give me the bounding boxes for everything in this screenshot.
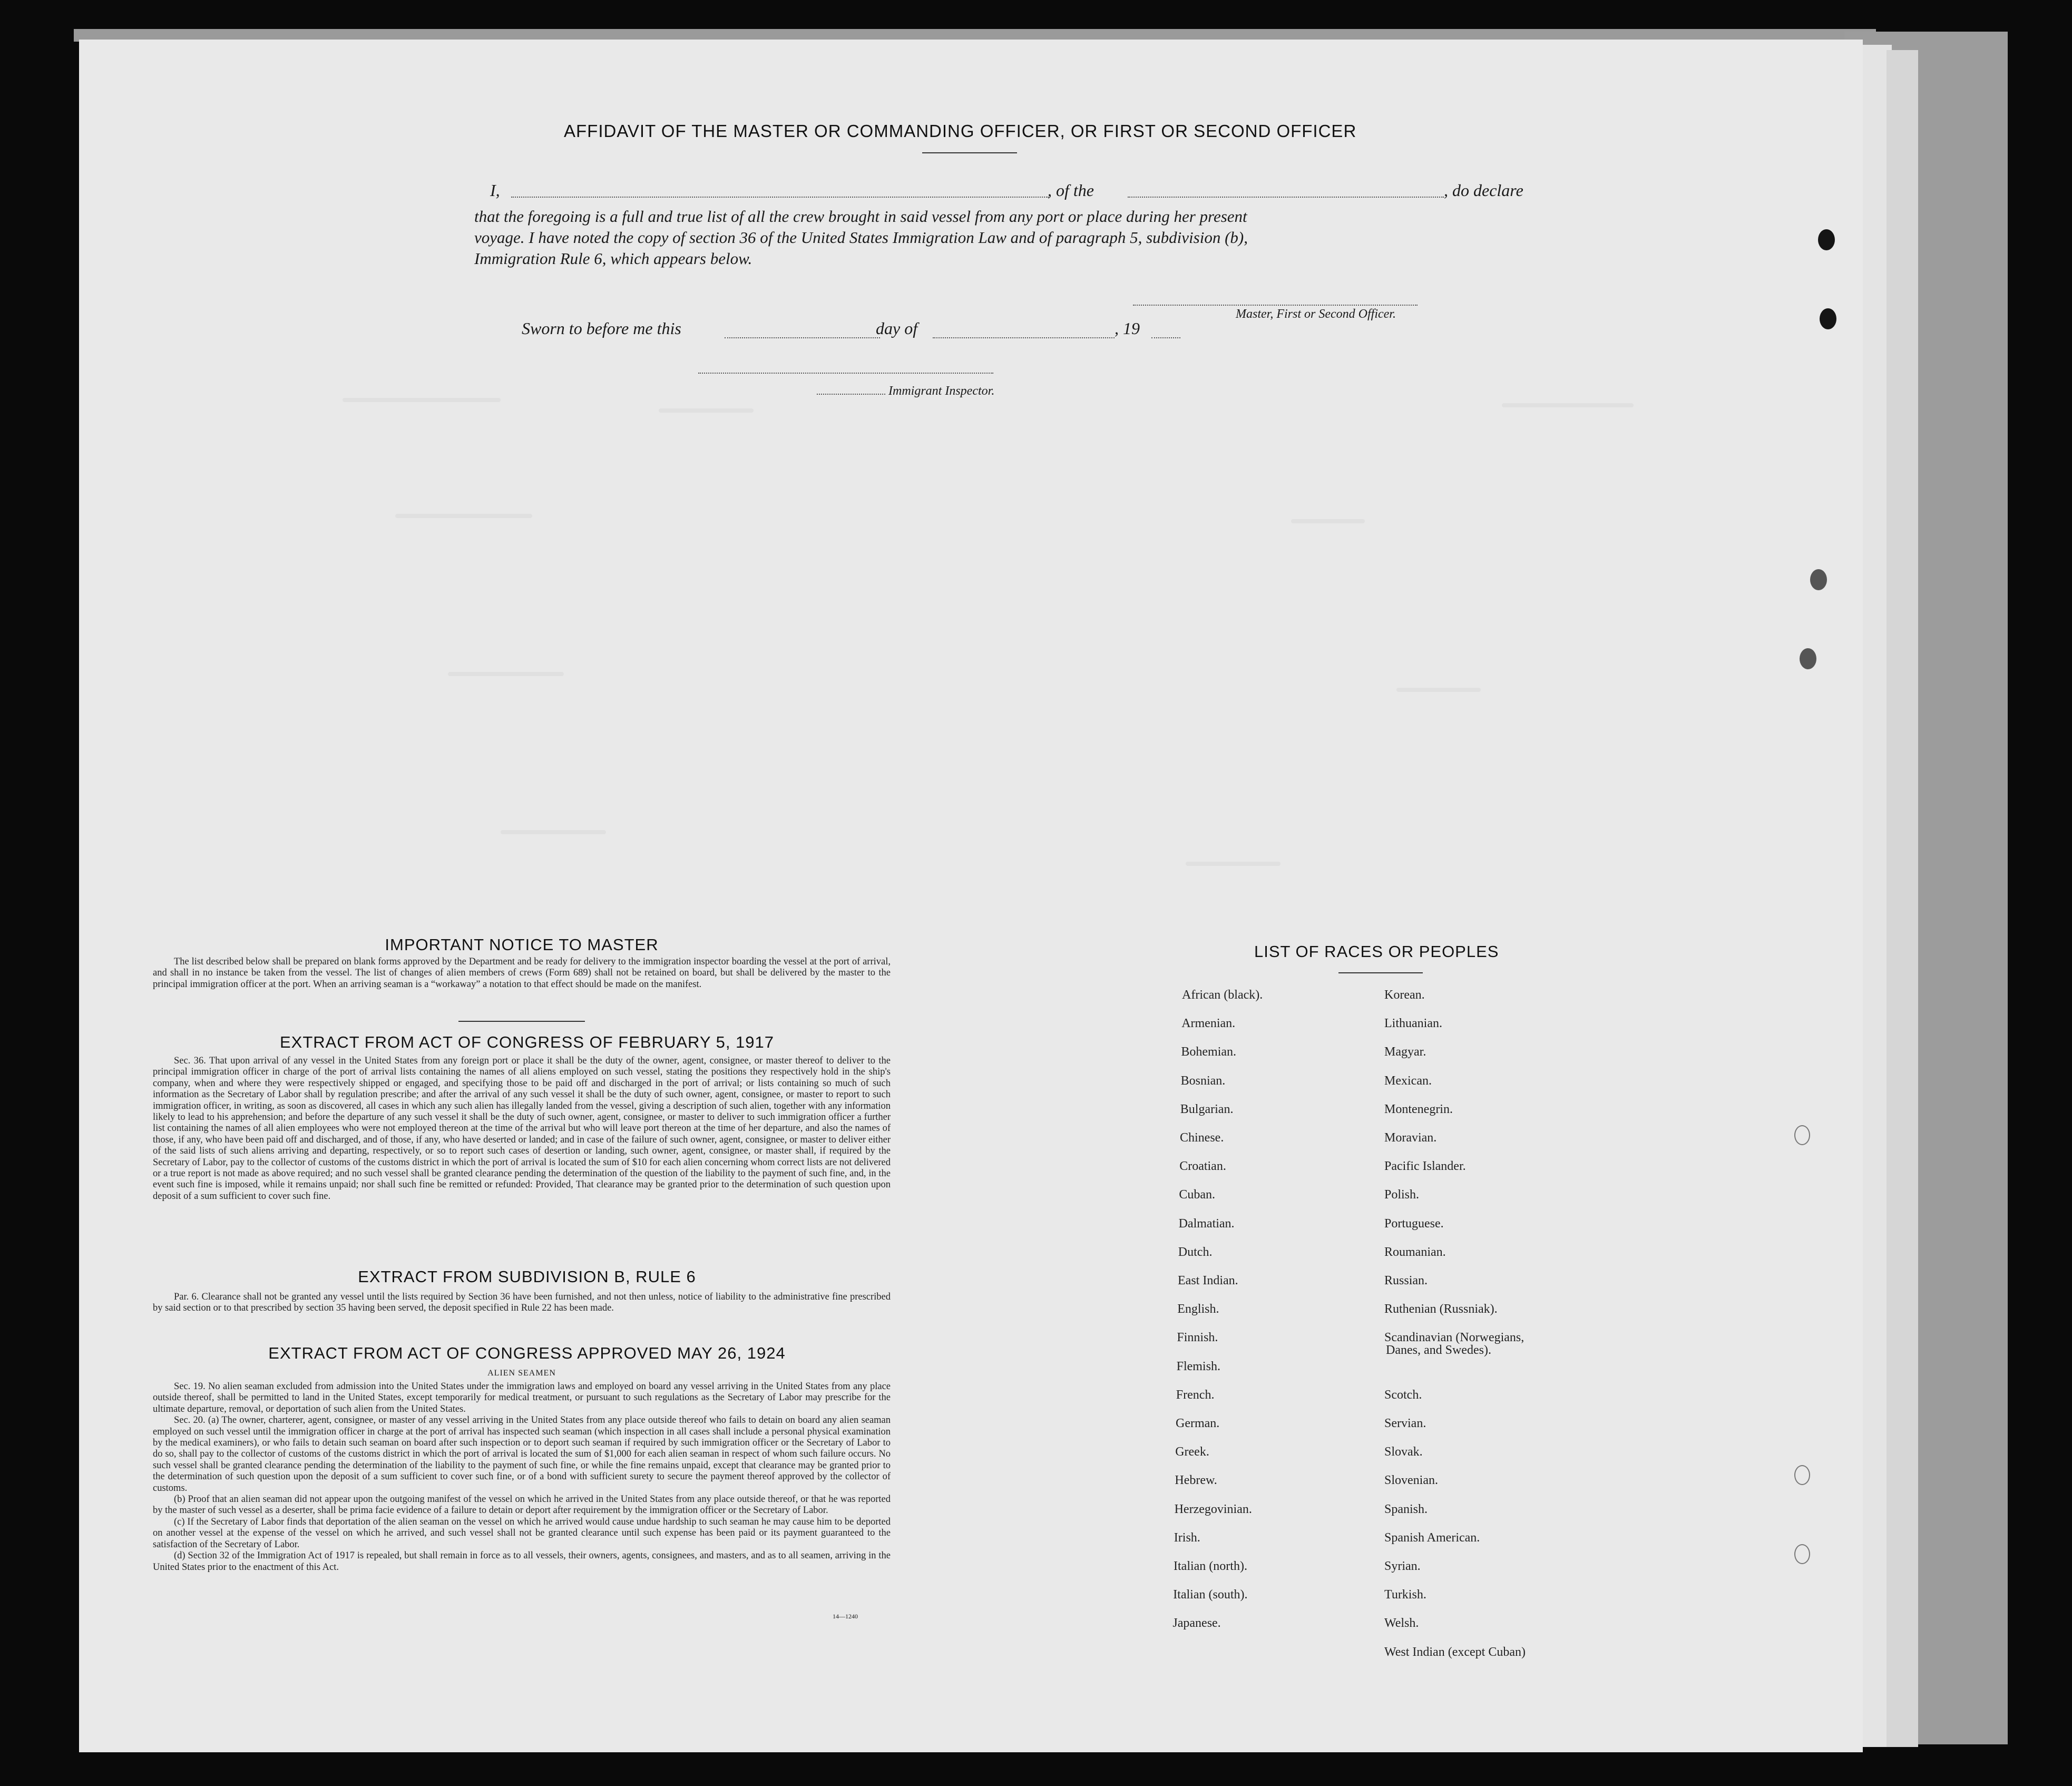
race-item: Scotch. xyxy=(1384,1388,1422,1402)
year-label: , 19 xyxy=(1115,319,1140,338)
punch-ring xyxy=(1794,1544,1810,1564)
master-signature-blank[interactable] xyxy=(1133,305,1418,306)
race-item: Servian. xyxy=(1384,1417,1426,1430)
race-item: Roumanian. xyxy=(1384,1245,1446,1259)
race-item: East Indian. xyxy=(1178,1274,1238,1287)
race-item: Mexican. xyxy=(1384,1073,1432,1088)
subdivision-body xyxy=(153,1292,891,1314)
do-declare-label: , do declare xyxy=(1444,181,1523,200)
race-item: Spanish. xyxy=(1384,1502,1428,1516)
sworn-day-blank[interactable] xyxy=(725,337,880,338)
race-item: Croatian. xyxy=(1179,1159,1226,1174)
race-item: Korean. xyxy=(1384,988,1425,1002)
race-item: Irish. xyxy=(1174,1530,1200,1545)
punch-ring xyxy=(1794,1125,1810,1145)
race-item: Flemish. xyxy=(1176,1359,1220,1373)
race-item: Portuguese. xyxy=(1384,1216,1444,1231)
inspector-label: Immigrant Inspector. xyxy=(888,384,995,398)
punch-hole xyxy=(1810,569,1827,590)
alien-seamen-subtitle: ALIEN SEAMEN xyxy=(487,1369,556,1378)
race-item: Chinese. xyxy=(1180,1131,1224,1145)
punch-ring xyxy=(1794,1465,1810,1485)
race-item: English. xyxy=(1177,1302,1219,1316)
race-item: Dutch. xyxy=(1178,1245,1213,1259)
sworn-label: Sworn to before me this xyxy=(522,319,681,338)
race-item: Finnish. xyxy=(1177,1331,1218,1345)
affidavit-line: that the foregoing is a full and true list of all the crew brought in said vessel from any port or place during her present xyxy=(474,207,1247,226)
master-label: Master, First or Second Officer. xyxy=(1236,307,1396,321)
section-20b-text: (b) Proof that an alien seaman did not appear upon the outgoing manifest of the vessel on which he arrived in the United States from any place outside thereof, or that he was reported by the master of such vessel as a deserter, shall be prima facie evidence of a failure to detain or deport after requirement by the immigration officer or the Secretary of Labor. xyxy=(153,1494,891,1516)
notice-title: IMPORTANT NOTICE TO MASTER xyxy=(385,935,659,954)
punch-hole xyxy=(1800,648,1816,669)
race-item: Japanese. xyxy=(1172,1616,1221,1631)
race-item: Spanish American. xyxy=(1384,1530,1480,1545)
race-item: French. xyxy=(1176,1388,1215,1402)
race-item: Turkish. xyxy=(1384,1588,1426,1602)
vessel-blank[interactable] xyxy=(1128,197,1444,198)
race-item: Italian (north). xyxy=(1174,1559,1247,1573)
divider xyxy=(922,152,1017,153)
paragraph-6-text: Par. 6. Clearance shall not be granted any vessel until the lists required by Section 36 have been furnished, and not then unless, notice of liability to the administrative fine prescribed by said section or to that prescribed by section 35 having been served, the deposit specified in Rule 22 has been made. xyxy=(153,1292,891,1314)
subdivision-title: EXTRACT FROM SUBDIVISION B, RULE 6 xyxy=(358,1267,696,1286)
race-item: Greek. xyxy=(1175,1445,1209,1459)
race-item: Slovak. xyxy=(1384,1445,1423,1459)
form-page xyxy=(79,40,1863,1752)
race-item: Scandinavian (Norwegians, xyxy=(1384,1331,1524,1345)
race-item: Bosnian. xyxy=(1180,1073,1226,1088)
day-of-label: day of xyxy=(876,319,918,338)
divider xyxy=(458,1021,585,1022)
race-item: Lithuanian. xyxy=(1384,1017,1442,1031)
section-20a-text: Sec. 20. (a) The owner, charterer, agent, consignee, or master of any vessel arriving in the United States from any place outside thereof who fails to detain on board any alien seaman employed on such vessel until the immigration officer in charge at the port of arrival has inspected such seaman (which inspection in all cases shall include a personal physical examination by the medical examiners), or who fails to detain such seaman on board after such inspection or to deport such seaman if required by such immigration officer or the Secretary of Labor to do so, shall pay to the collector of customs of the customs district in which the port of arrival is located the sum of $1,000 for each alien seaman in respect of whom such failure occurs. No such vessel shall be granted clearance pending the determination of the liability to the payment of such fine, or while the fine remains unpaid, except that clearance may be granted prior to the determination of such question upon the deposit of a sum sufficient to cover such fine, or of a bond with sufficient surety to secure the payment thereof approved by the collector of customs. xyxy=(153,1415,891,1494)
race-item: Russian. xyxy=(1384,1274,1428,1287)
race-item: Ruthenian (Russniak). xyxy=(1384,1302,1498,1316)
race-item: Moravian. xyxy=(1384,1131,1437,1145)
notice-text: The list described below shall be prepared on blank forms approved by the Department and be ready for delivery to the immigration inspector boarding the vessel at the port of arrival, and shall in no instance be taken from the vessel. The list of changes of alien members of crews (Form 689) shall not be retained on board, but shall be delivered by the master to the principal immigration officer at the port. When an arriving seaman is a “workaway” a notation to that effect should be made on the manifest. xyxy=(153,957,891,990)
race-item: Montenegrin. xyxy=(1384,1102,1453,1116)
race-item: Syrian. xyxy=(1384,1559,1421,1573)
section-20c-text: (c) If the Secretary of Labor finds that deportation of the alien seaman on the vessel on which he arrived would cause undue hardship to such seaman he may cause him to be deported on another vessel at the expense of the vessel on which he arrived, and such vessel shall not be granted clearance until such expense has been paid or its payment guaranteed to the satisfaction of the Secretary of Labor. xyxy=(153,1516,891,1550)
affidavit-line: Immigration Rule 6, which appears below. xyxy=(474,249,752,268)
name-blank[interactable] xyxy=(511,197,1049,198)
punch-hole xyxy=(1820,308,1836,329)
race-item: Magyar. xyxy=(1384,1045,1426,1059)
punch-hole xyxy=(1818,229,1835,250)
back-sheet xyxy=(1887,50,1918,1747)
race-item: Slovenian. xyxy=(1384,1473,1438,1488)
extract-1924-title: EXTRACT FROM ACT OF CONGRESS APPROVED MAY 26, 1924 xyxy=(268,1344,786,1362)
races-title: LIST OF RACES OR PEOPLES xyxy=(1254,942,1499,961)
race-item: Hebrew. xyxy=(1175,1473,1217,1488)
race-item: West Indian (except Cuban) xyxy=(1384,1645,1526,1659)
race-item: Dalmatian. xyxy=(1178,1216,1235,1231)
extract-1924-body xyxy=(153,1381,891,1573)
race-item: German. xyxy=(1176,1417,1220,1430)
section-19-text: Sec. 19. No alien seaman excluded from admission into the United States under the immigration laws and employed on board any vessel arriving in the United States from any place outside thereof, shall be permitted to land in the United States, except temporarily for medical treatment, or pursuant to such regulations as the Secretary of Labor may prescribe for the ultimate departure, removal, or deportation of such alien from the United States. xyxy=(153,1381,891,1414)
race-item: Cuban. xyxy=(1179,1188,1216,1202)
affidavit-line: voyage. I have noted the copy of section 36 of the United States Immigration Law and of paragraph 5, subdivision (b), xyxy=(474,228,1248,247)
race-item: Armenian. xyxy=(1181,1017,1236,1031)
race-item: Pacific Islander. xyxy=(1384,1159,1466,1174)
section-20d-text: (d) Section 32 of the Immigration Act of 1917 is repealed, but shall remain in force as to all vessels, their owners, agents, consignees, and masters, and as to all seamen, arriving in the United States prior to the enactment of this Act. xyxy=(153,1550,891,1573)
divider xyxy=(1338,972,1423,973)
notice-body xyxy=(153,957,891,990)
inspector-prefix-blank[interactable] xyxy=(817,394,885,395)
race-item: Bohemian. xyxy=(1181,1045,1237,1059)
section-36-text: Sec. 36. That upon arrival of any vessel in the United States from any foreign port or place it shall be the duty of the owner, agent, consignee, or master thereof to deliver to the principal immigration officer in charge of the port of arrival lists containing the names of all aliens employed on such vessel, stating the positions they respectively hold in the ship's company, when and where they were respectively shipped or engaged, and specifying those to be paid off and discharged in the port of arrival; or lists containing so much of such information as the Secretary of Labor shall by regulation prescribe; and after the arrival of any such vessel it shall be the duty of such owner, agent, consignee, or master to report to such immigration officer, in writing, as soon as discovered, all cases in which any such alien has illegally landed from the vessel, giving a description of such alien, together with any information likely to lead to his apprehension; and before the departure of any such vessel it shall be the duty of such owner, agent, consignee, or master to deliver to such immigration officer a further list containing the names of all alien employees who were not employed thereon at the time of the arrival but who will leave port thereon at the time of her departure, and also the names of those, if any, who have been paid off and discharged, and of those, if any, who have deserted or landed; and in case of the failure of such owner, agent, consignee, or master to deliver either of the said lists of such aliens arriving and departing, respectively, or so to report such cases of desertion or landing, such owner, agent, consignee, or master shall, if required by the Secretary of Labor, pay to the collector of customs of the customs district in which the port of arrival is located the sum of $10 for each alien concerning whom correct lists are not delivered or a true report is not made as above required; and no such vessel shall be granted clearance pending the determination of the question of the liability to the payment of such fine, and, in the event such fine is imposed, while it remains unpaid; nor shall such fine be remitted or refunded: Provided, That clearance may be granted prior to the determination of such question upon deposit of a sum sufficient to cover such fine. xyxy=(153,1056,891,1202)
extract-1917-title: EXTRACT FROM ACT OF CONGRESS OF FEBRUARY 5, 1917 xyxy=(279,1033,775,1051)
race-item: Welsh. xyxy=(1384,1616,1419,1631)
form-number: 14—1240 xyxy=(833,1613,858,1620)
inspector-signature-blank[interactable] xyxy=(698,373,993,374)
race-item: Polish. xyxy=(1384,1188,1420,1202)
affidavit-i-label: I, xyxy=(490,181,500,200)
of-the-label: , of the xyxy=(1048,181,1094,200)
affidavit-title: AFFIDAVIT OF THE MASTER OR COMMANDING OFFICER, OR FIRST OR SECOND OFFICER xyxy=(564,121,1357,141)
sworn-year-blank[interactable] xyxy=(1151,337,1180,338)
extract-1917-body xyxy=(153,1056,891,1202)
race-item: African (black). xyxy=(1182,988,1263,1002)
race-item: Bulgarian. xyxy=(1180,1102,1234,1116)
race-item: Italian (south). xyxy=(1173,1588,1248,1602)
sworn-month-blank[interactable] xyxy=(933,337,1115,338)
race-item: Herzegovinian. xyxy=(1174,1502,1252,1516)
race-item: Danes, and Swedes). xyxy=(1386,1343,1491,1358)
